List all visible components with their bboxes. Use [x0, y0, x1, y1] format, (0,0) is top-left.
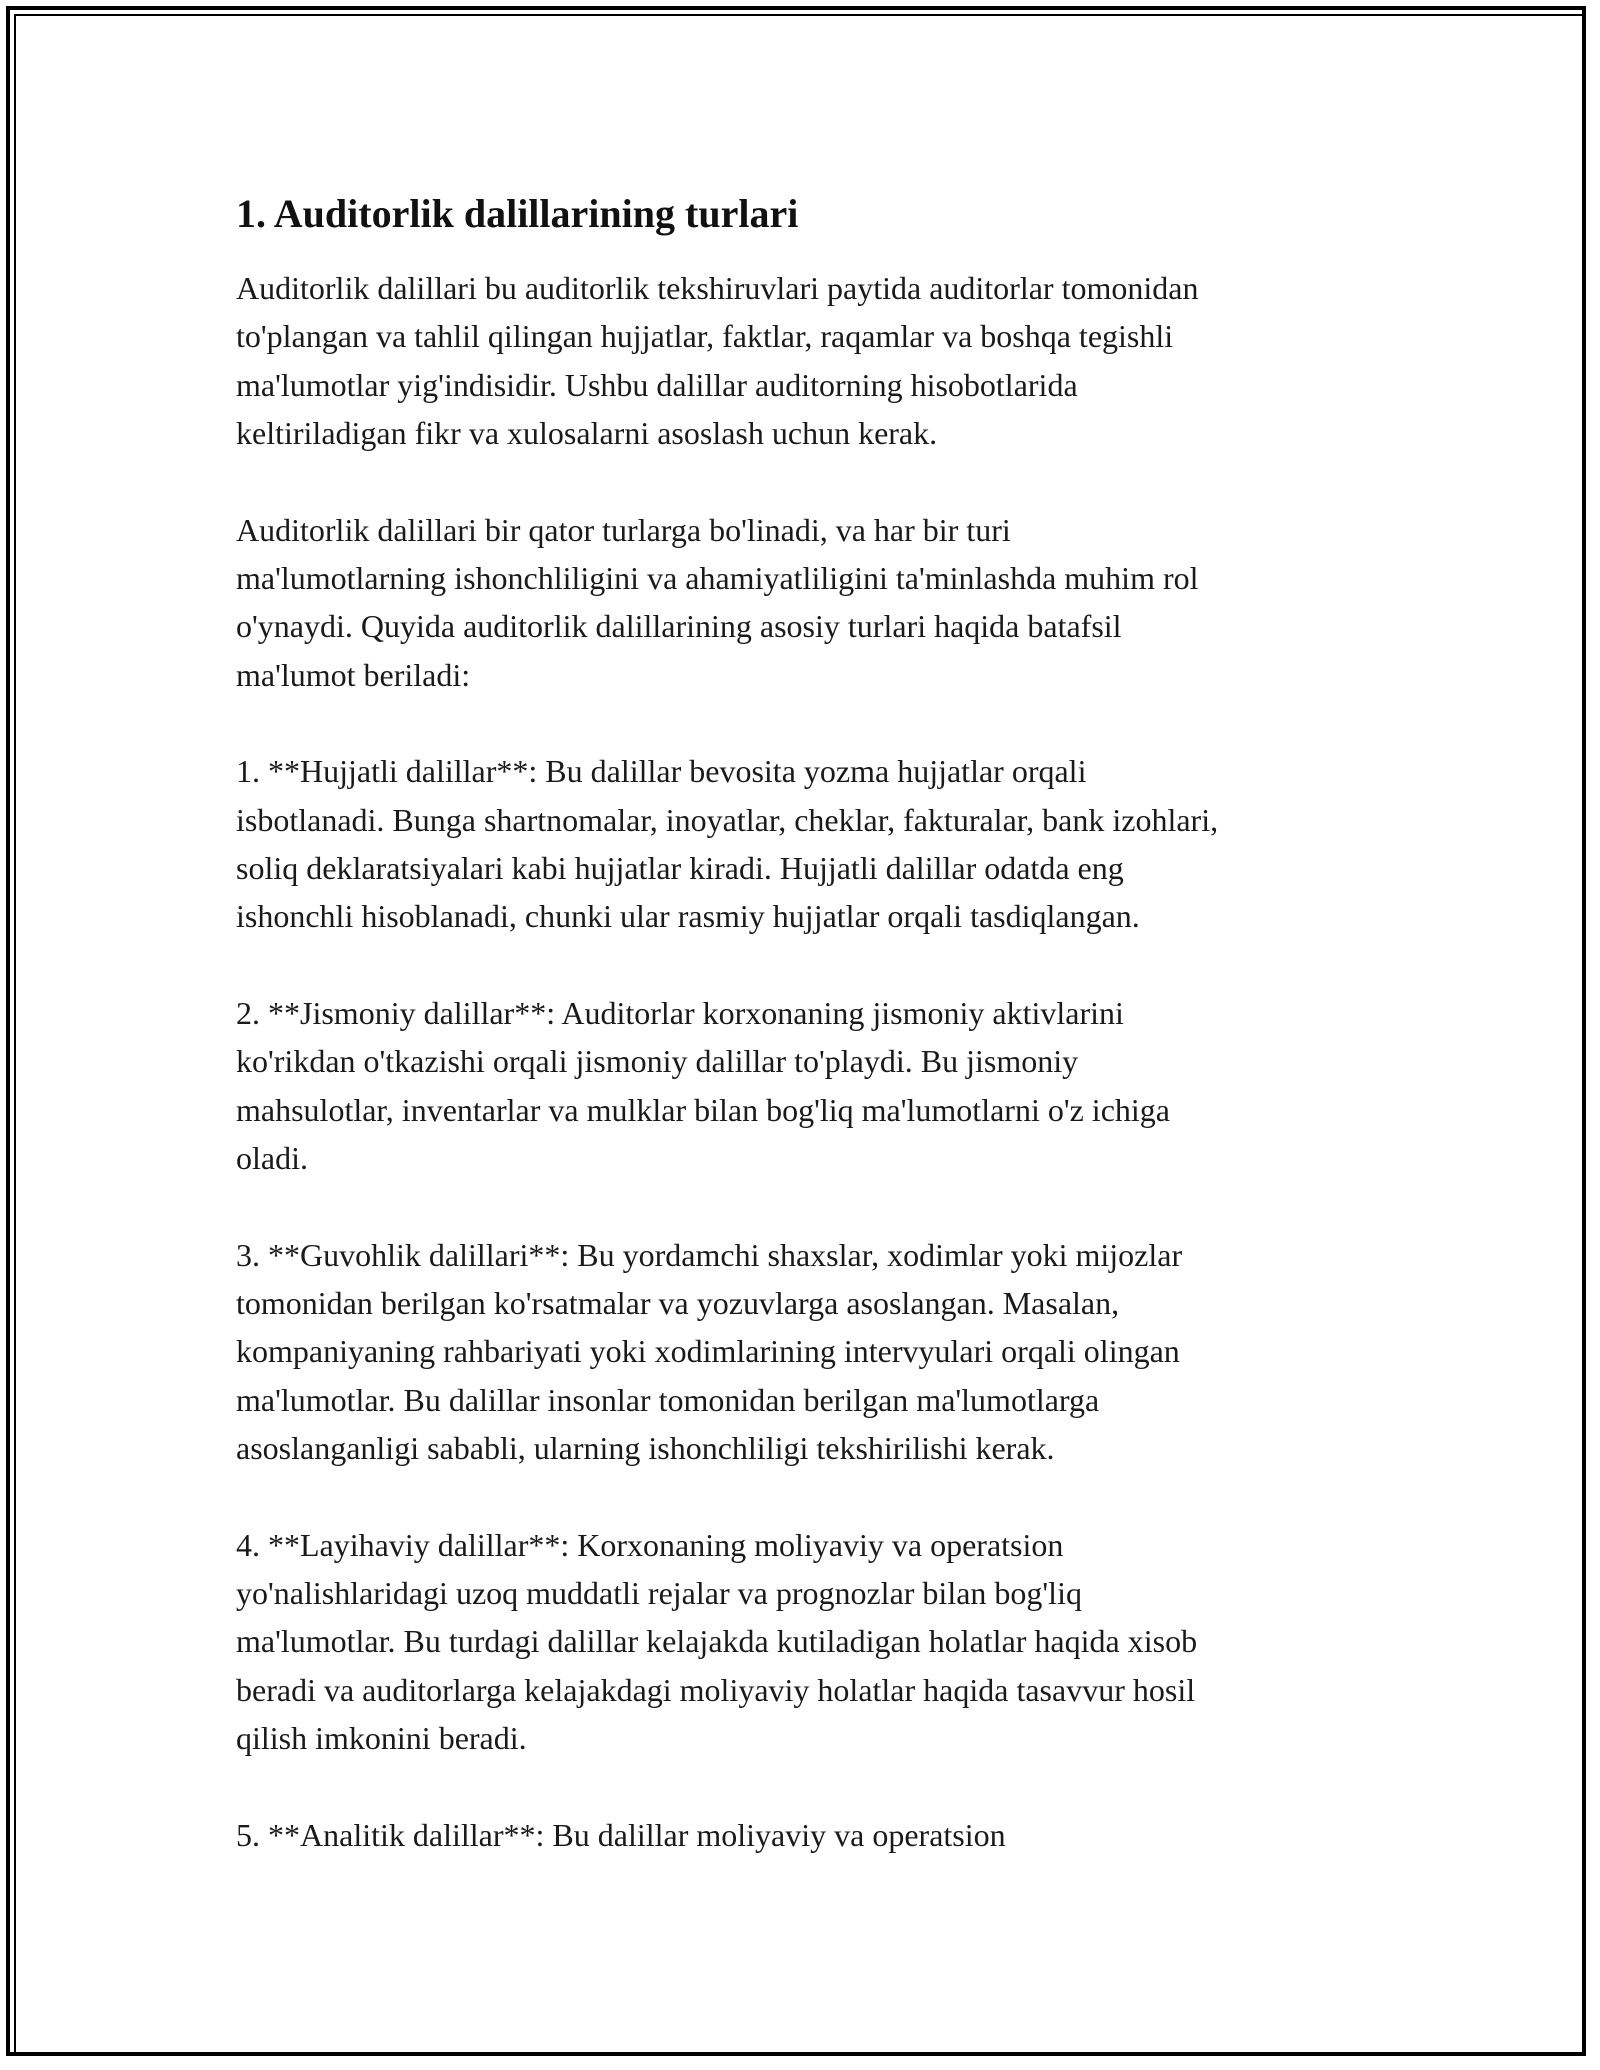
paragraph-line: ishonchli hisoblanadi, chunki ular rasmiy hujjatlar orqali tasdiqlangan. — [236, 898, 1140, 935]
paragraph-line: keltiriladigan fikr va xulosalarni asoslash uchun kerak. — [236, 415, 938, 452]
paragraph-line: 3. **Guvohlik dalillari**: Bu yordamchi shaxslar, xodimlar yoki mijozlar — [236, 1236, 1183, 1273]
paragraph-line: yo'nalishlaridagi uzoq muddatli rejalar va prognozlar bilan bog'liq — [236, 1574, 1082, 1611]
paragraph-line: ko'rikdan o'tkazishi orqali jismoniy dalillar to'playdi. Bu jismoniy — [236, 1043, 1079, 1080]
paragraph-line: Auditorlik dalillari bir qator turlarga bo'linadi, va har bir turi — [236, 511, 1011, 548]
paragraph-types-overview — [236, 506, 1376, 700]
paragraph-line: ma'lumotlar yig'indisidir. Ushbu dalillar auditorning hisobotlarida — [236, 366, 1078, 403]
paragraph-intro — [236, 264, 1376, 458]
paragraph-line: 4. **Layihaviy dalillar**: Korxonaning moliyaviy va operatsion — [236, 1526, 1064, 1563]
paragraph-line: mahsulotlar, inventarlar va mulklar bilan bog'liq ma'lumotlarni o'z ichiga — [236, 1091, 1170, 1128]
paragraph-line: 5. **Analitik dalillar**: Bu dalillar moliyaviy va operatsion — [236, 1816, 1006, 1853]
paragraph-line: asoslanganligi sababli, ularning ishonchliligi tekshirilishi kerak. — [236, 1430, 1055, 1467]
paragraph-line: ma'lumotlar. Bu turdagi dalillar kelajakda kutiladigan holatlar haqida xisob — [236, 1623, 1198, 1660]
paragraph-line: tomonidan berilgan ko'rsatmalar va yozuvlarga asoslangan. Masalan, — [236, 1284, 1120, 1321]
list-item-analytical-evidence — [236, 1811, 1376, 1859]
paragraph-line: beradi va auditorlarga kelajakdagi moliyaviy holatlar haqida tasavvur hosil — [236, 1671, 1196, 1708]
list-item-testimonial-evidence — [236, 1231, 1376, 1473]
paragraph-line: 1. **Hujjatli dalillar**: Bu dalillar bevosita yozma hujjatlar orqali — [236, 753, 1087, 790]
list-item-documentary-evidence — [236, 747, 1376, 941]
document-body — [236, 186, 1376, 1907]
document-heading: 1. Auditorlik dalillarining turlari — [236, 191, 799, 236]
paragraph-line: isbotlanadi. Bunga shartnomalar, inoyatlar, cheklar, fakturalar, bank izohlari, — [236, 801, 1219, 838]
paragraph-line: o'ynaydi. Quyida auditorlik dalillarining asosiy turlari haqida batafsil — [236, 608, 1122, 645]
paragraph-line: ma'lumot beriladi: — [236, 656, 471, 693]
paragraph-line: ma'lumotlarning ishonchliligini va ahamiyatliligini ta'minlashda muhim rol — [236, 560, 1199, 597]
list-item-projective-evidence — [236, 1521, 1376, 1763]
paragraph-line: kompaniyaning rahbariyati yoki xodimlarining intervyulari orqali olingan — [236, 1333, 1180, 1370]
paragraph-line: to'plangan va tahlil qilingan hujjatlar, faktlar, raqamlar va boshqa tegishli — [236, 318, 1174, 355]
paragraph-line: ma'lumotlar. Bu dalillar insonlar tomonidan berilgan ma'lumotlarga — [236, 1381, 1100, 1418]
paragraph-line: 2. **Jismoniy dalillar**: Auditorlar korxonaning jismoniy aktivlarini — [236, 994, 1124, 1031]
paragraph-line: soliq deklaratsiyalari kabi hujjatlar kiradi. Hujjatli dalillar odatda eng — [236, 850, 1124, 887]
paragraph-line: Auditorlik dalillari bu auditorlik tekshiruvlari paytida auditorlar tomonidan — [236, 270, 1199, 306]
paragraph-line: qilish imkonini beradi. — [236, 1720, 527, 1757]
list-item-physical-evidence — [236, 989, 1376, 1183]
paragraph-line: oladi. — [236, 1140, 308, 1177]
